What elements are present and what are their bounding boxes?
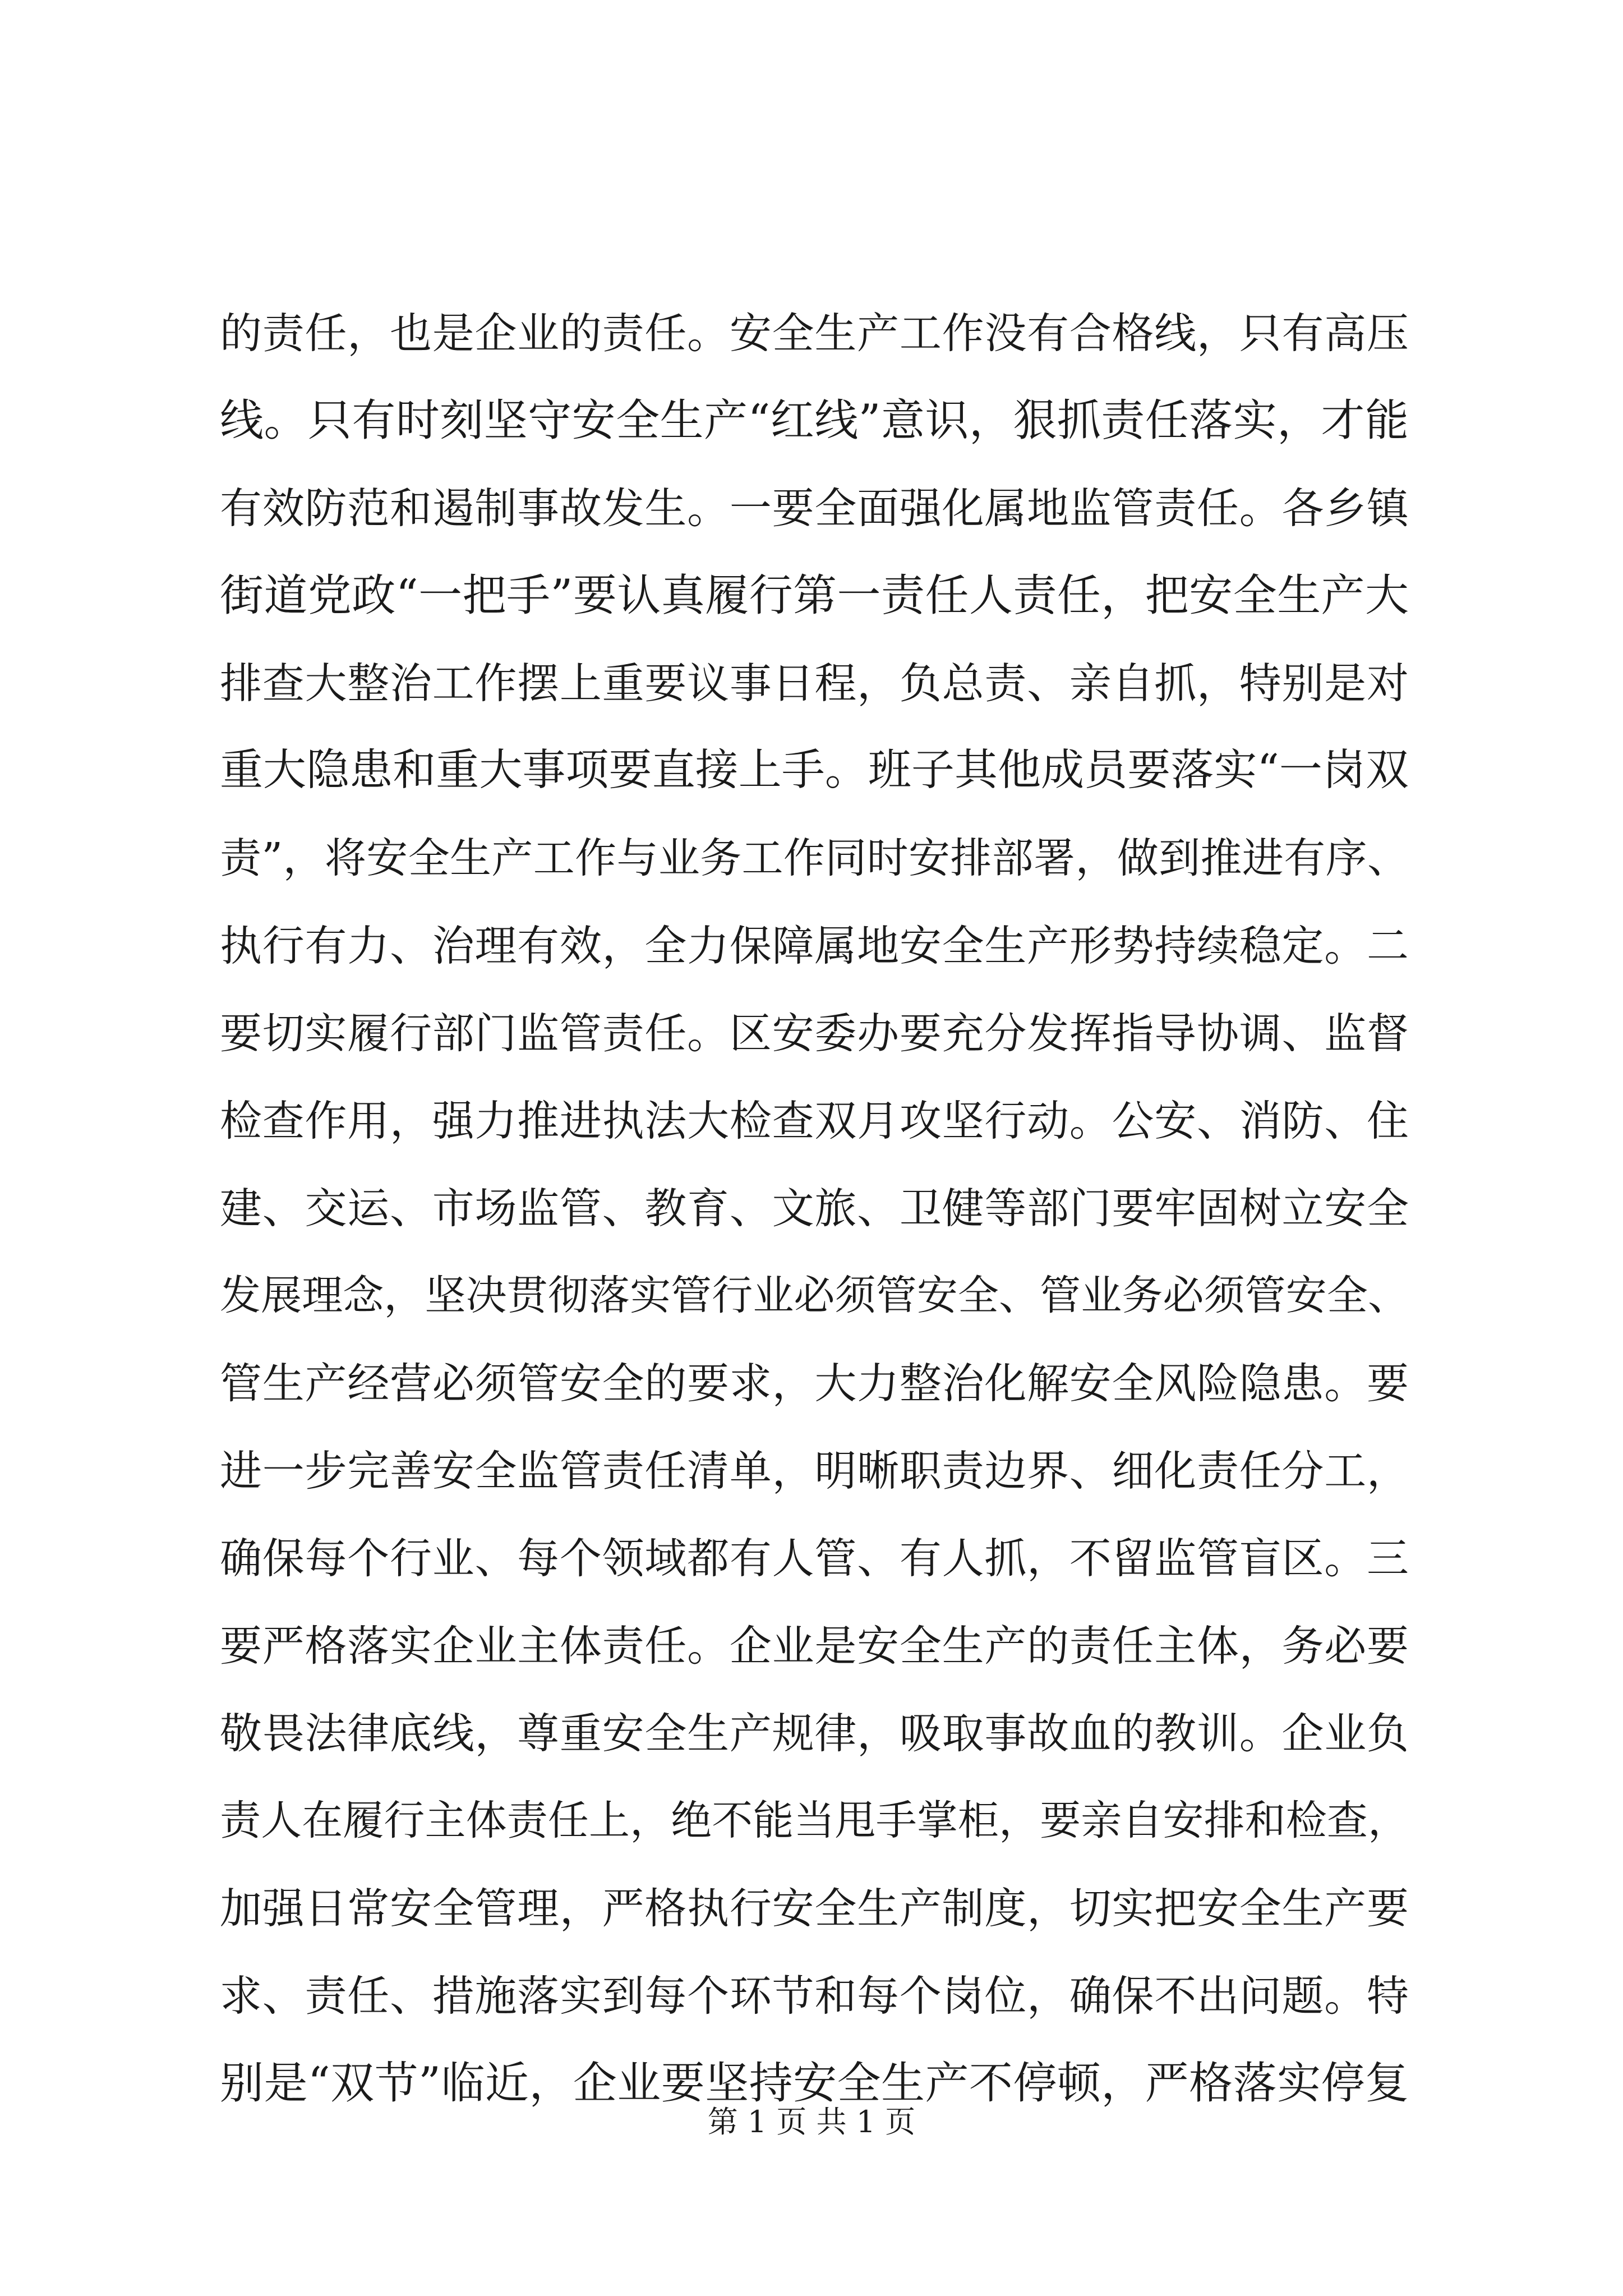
text-line: 加强日常安全管理，严格执行安全生产制度，切实把安全生产要 [220,1884,1409,1933]
text-line: 建、交运、市场监管、教育、文旅、卫健等部门要牢固树立安全 [220,1184,1409,1233]
text-line: 要切实履行部门监管责任。区安委办要充分发挥指导协调、监督 [220,1009,1409,1058]
text-line: 要严格落实企业主体责任。企业是安全生产的责任主体，务必要 [220,1621,1409,1671]
text-line: 责”，将安全生产工作与业务工作同时安排部署，做到推进有序、 [220,834,1409,882]
text-line: 的责任，也是企业的责任。安全生产工作没有合格线，只有高压 [220,309,1409,358]
text-line: 执行有力、治理有效，全力保障属地安全生产形势持续稳定。二 [220,921,1409,970]
text-line: 重大隐患和重大事项要直接上手。班子其他成员要落实“一岗双 [220,746,1409,795]
text-line: 责人在履行主体责任上，绝不能当甩手掌柜，要亲自安排和检查， [220,1797,1409,1844]
text-line: 管生产经营必须管安全的要求，大力整治化解安全风险隐患。要 [220,1359,1409,1408]
text-line: 敬畏法律底线，尊重安全生产规律，吸取事故血的教训。企业负 [220,1709,1409,1758]
text-line: 确保每个行业、每个领域都有人管、有人抓，不留监管盲区。三 [220,1534,1409,1583]
text-line: 街道党政“一把手”要认真履行第一责任人责任，把安全生产大 [220,570,1409,621]
text-line: 线。只有时刻坚守安全生产“红线”意识，狠抓责任落实，才能 [220,395,1409,446]
text-line: 别是“双节”临近，企业要坚持安全生产不停顿，严格落实停复 [220,2058,1409,2109]
page-footer: 第 1 页 共 1 页 [707,2104,916,2139]
text-line: 求、责任、措施落实到每个环节和每个岗位，确保不出问题。特 [220,1971,1409,2021]
text-line: 进一步完善安全监管责任清单，明晰职责边界、细化责任分工， [220,1446,1409,1496]
body-text [220,289,1409,2127]
text-line: 发展理念，坚决贯彻落实管行业必须管安全、管业务必须管安全、 [220,1272,1409,1319]
text-line: 检查作用，强力推进执法大检查双月攻坚行动。公安、消防、住 [220,1096,1409,1145]
text-line: 有效防范和遏制事故发生。一要全面强化属地监管责任。各乡镇 [220,484,1409,533]
text-line: 排查大整治工作摆上重要议事日程，负总责、亲自抓，特别是对 [220,659,1409,708]
